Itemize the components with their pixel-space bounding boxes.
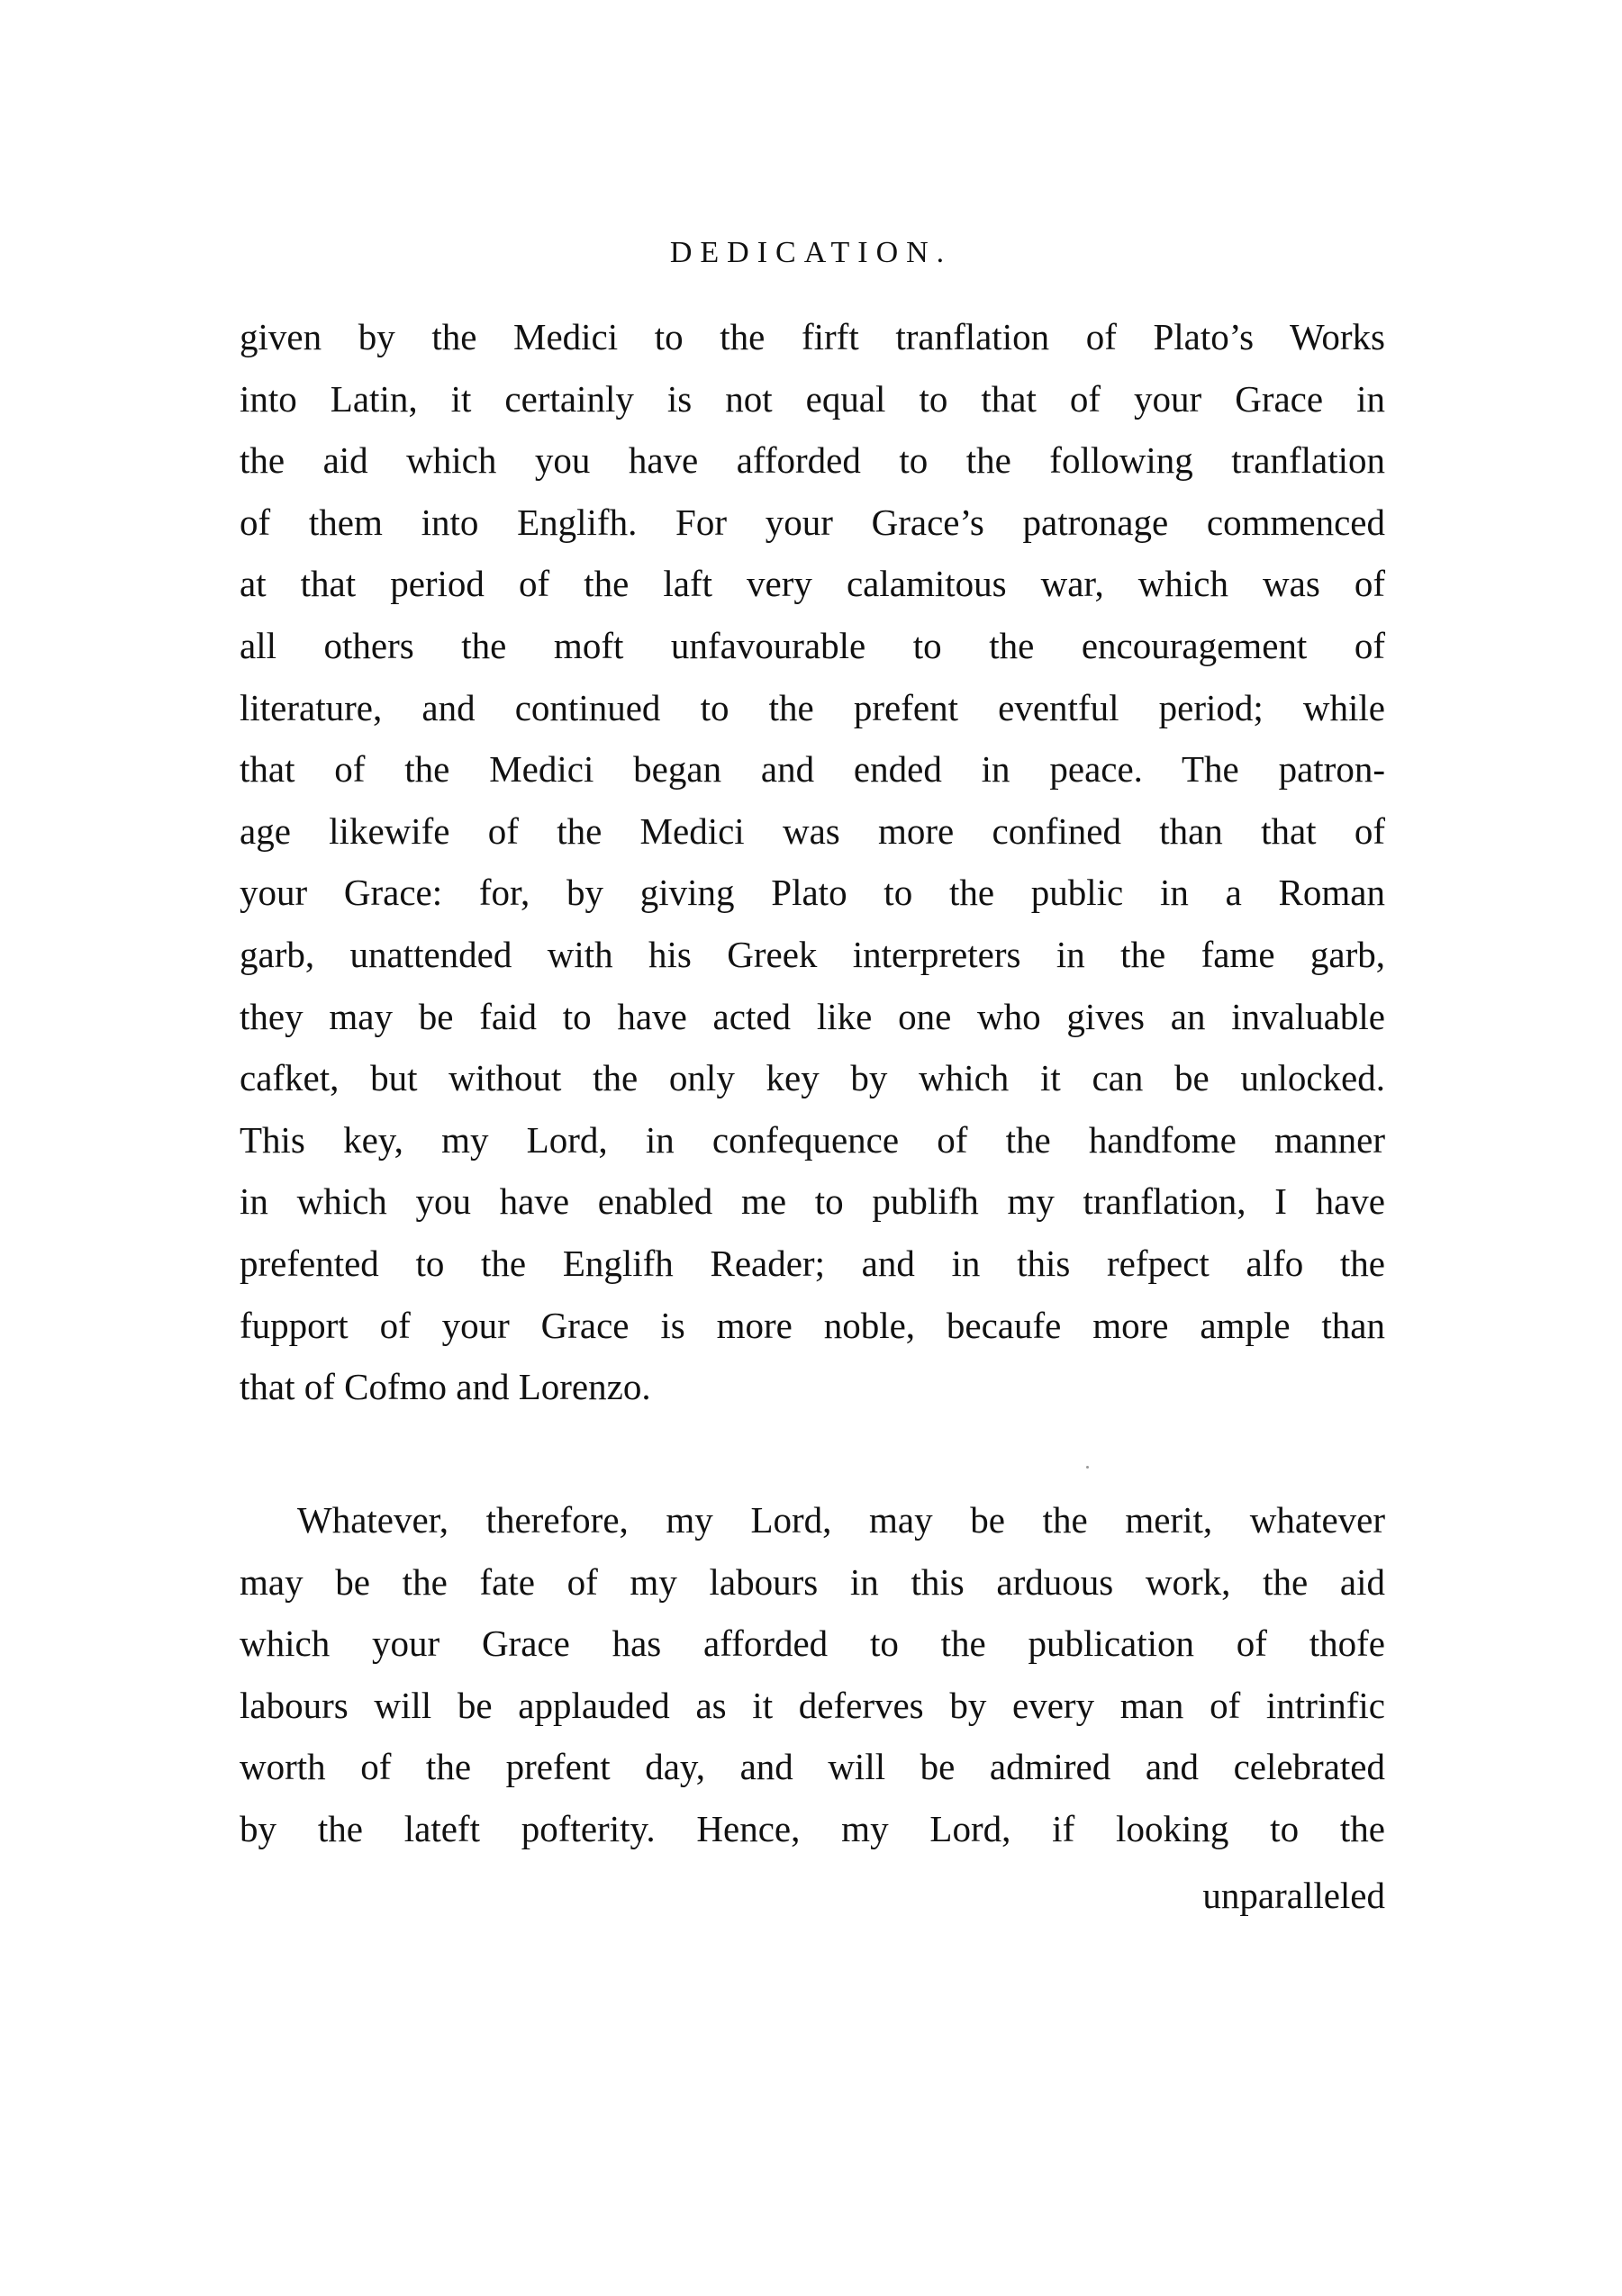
text-line: cafket, but without the only key by which it can be unlocked. (240, 1057, 1385, 1099)
catchword: unparalleled (1202, 1875, 1385, 1916)
text-line: may be the fate of my labours in this arduous work, the aid (240, 1560, 1385, 1603)
text-line: which your Grace has afforded to the publication of thofe (240, 1623, 1385, 1665)
text-line: at that period of the laft very calamitous war, which was of (240, 563, 1385, 605)
text-line: Whatever, therefore, my Lord, may be the merit, whatever (297, 1499, 1385, 1541)
text-line: the aid which you have afforded to the following tranflation (240, 439, 1385, 482)
text-line: garb, unattended with his Greek interpreters in the fame garb, (240, 933, 1385, 975)
text-line: that of Cofmo and Lorenzo. (240, 1366, 651, 1408)
text-line: in which you have enabled me to publifh my tranflation, I have (240, 1180, 1385, 1223)
text-line: your Grace: for, by giving Plato to the public in a Roman (240, 872, 1385, 914)
text-line: of them into Englifh. For your Grace’s patronage commenced (240, 501, 1385, 543)
text-line: into Latin, it certainly is not equal to that of your Grace in (240, 377, 1385, 420)
text-line: they may be faid to have acted like one who gives an invaluable (240, 995, 1385, 1037)
text-line: by the lateft pofterity. Hence, my Lord, if looking to the (240, 1807, 1385, 1849)
text-line: labours will be applauded as it deferves by every man of intrinfic (240, 1684, 1385, 1726)
text-line: worth of the prefent day, and will be admired and celebrated (240, 1746, 1385, 1788)
text-line: This key, my Lord, in confequence of the handfome manner (240, 1118, 1385, 1161)
text-line: fupport of your Grace is more noble, becaufe more ample than (240, 1304, 1385, 1346)
text-line: given by the Medici to the firft tranflation of Plato’s Works (240, 316, 1385, 357)
running-head: DEDICATION. (669, 236, 953, 269)
text-line: that of the Medici began and ended in peace. The patron- (240, 748, 1385, 791)
text-line: age likewife of the Medici was more confined than that of (240, 809, 1385, 852)
paragraph-1 (240, 306, 1385, 1418)
text-line: prefented to the Englifh Reader; and in this refpect alfo the (240, 1242, 1385, 1284)
paragraph-2 (240, 1489, 1385, 1860)
text-line: all others the moft unfavourable to the encouragement of (240, 624, 1385, 666)
text-line: literature, and continued to the prefent eventful period; while (240, 686, 1385, 728)
print-speck (1086, 1466, 1089, 1469)
